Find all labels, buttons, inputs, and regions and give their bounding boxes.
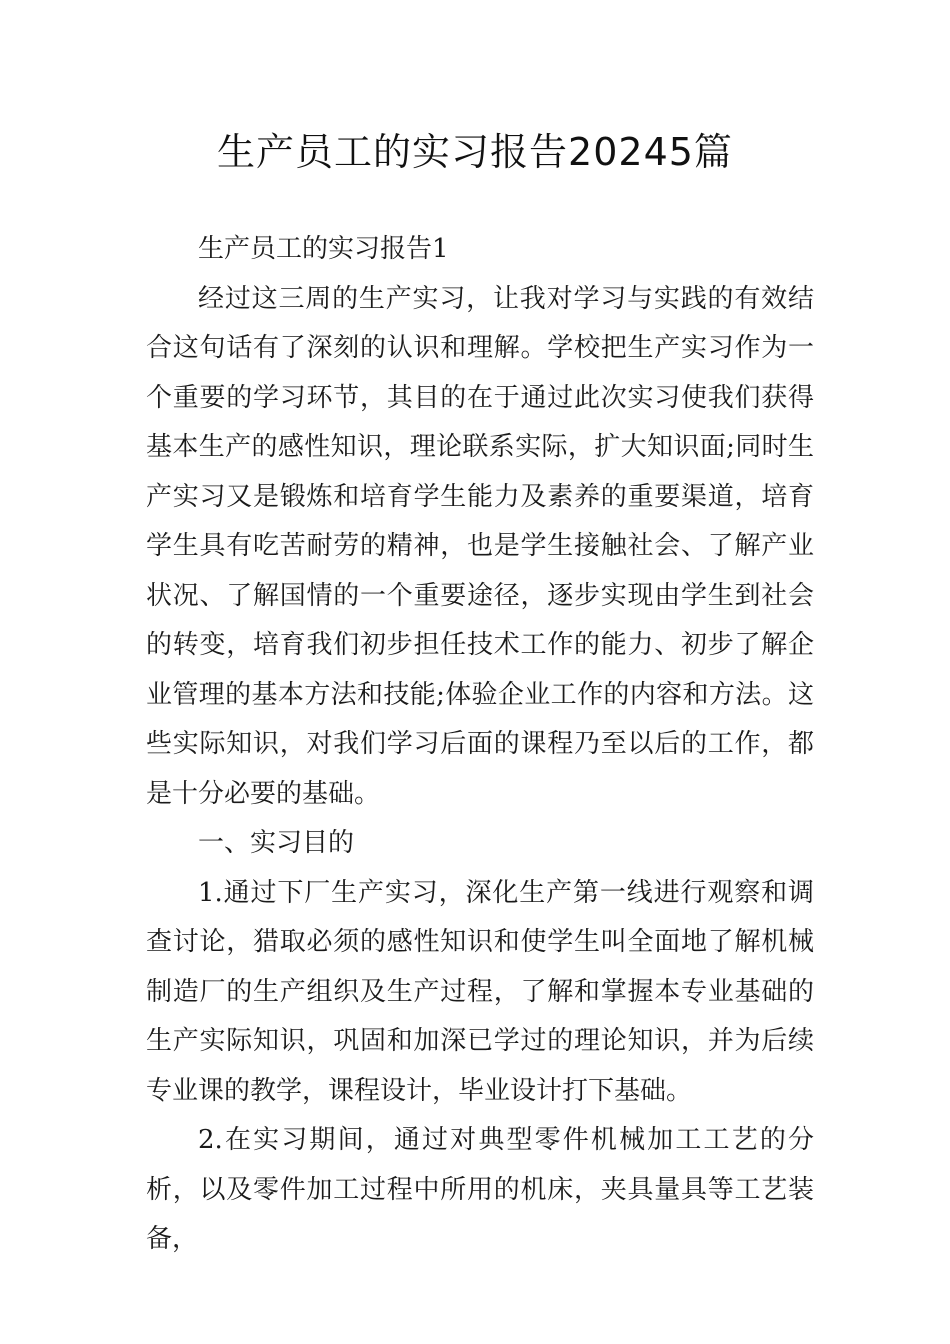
document-title: 生产员工的实习报告20245篇 <box>217 130 733 174</box>
body-paragraph: 1.通过下厂生产实习，深化生产第一线进行观察和调查讨论，猎取必须的感性知识和使学生叫全面地了解机械制造厂的生产组织及生产过程，了解和掌握本专业基础的生产实际知识，巩固和加深已学过的理论知识，并为后续专业课的教学，课程设计，毕业设计打下基础。 <box>146 877 814 1106</box>
document-body <box>146 225 814 1265</box>
body-paragraph: 2.在实习期间，通过对典型零件机械加工工艺的分析，以及零件加工过程中所用的机床，夹具量具等工艺装备， <box>146 1125 814 1254</box>
body-paragraph: 经过这三周的生产实习，让我对学习与实践的有效结合这句话有了深刻的认识和理解。学校把生产实习作为一个重要的学习环节，其目的在于通过此次实习使我们获得基本生产的感性知识，理论联系实际，扩大知识面;同时生产实习又是锻炼和培育学生能力及素养的重要渠道，培育学生具有吃苦耐劳的精神，也是学生接触社会、了解产业状况、了解国情的一个重要途径，逐步实现由学生到社会的转变，培育我们初步担任技术工作的能力、初步了解企业管理的基本方法和技能;体验企业工作的内容和方法。这些实际知识，对我们学习后面的课程乃至以后的工作，都是十分必要的基础。 <box>146 283 814 809</box>
section-heading: 一、实习目的 <box>198 828 355 858</box>
section-heading: 生产员工的实习报告1 <box>198 234 449 264</box>
